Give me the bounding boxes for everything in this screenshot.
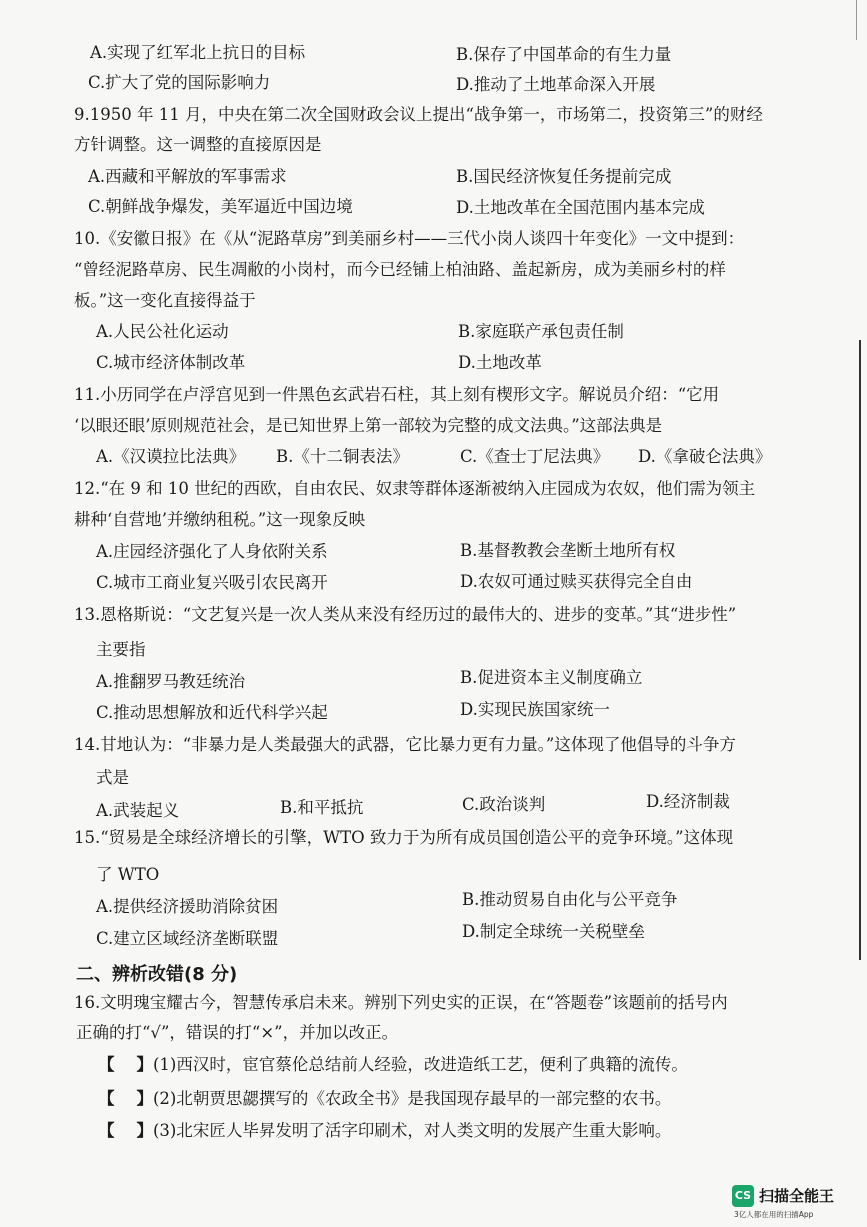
q12-stem-line2: 耕种‘自营地’并缴纳租税。”这一现象反映 [74, 510, 366, 529]
q13-option-b: B.促进资本主义制度确立 [460, 668, 643, 687]
q16-item-2 [98, 1088, 671, 1110]
q15-option-a: A.提供经济援助消除贫困 [96, 897, 279, 916]
q14-option-b: B.和平抵抗 [280, 798, 364, 817]
scanner-logo-icon: CS [732, 1185, 754, 1207]
q11-stem-line1: 11.小历同学在卢浮宫见到一件黑色玄武岩石柱，其上刻有楔形文字。解说员介绍：“它用 [74, 385, 720, 404]
scan-edge-line [859, 340, 861, 960]
answer-bracket-close: 】 [136, 1089, 153, 1108]
q14-stem-line1: 14.甘地认为：“非暴力是人类最强大的武器，它比暴力更有力量。”这体现了他倡导的斗争方 [74, 735, 736, 754]
q8-option-b: B.保存了中国革命的有生力量 [456, 45, 672, 64]
q13-stem-line1: 13.恩格斯说：“文艺复兴是一次人类从来没有经历过的最伟大的、进步的变革。”其“进步性” [74, 605, 737, 624]
q16-item-3-text: (3)北宋匠人毕昇发明了活字印刷术，对人类文明的发展产生重大影响。 [153, 1121, 672, 1140]
answer-bracket-close: 】 [136, 1055, 153, 1074]
q16-item-1 [98, 1054, 688, 1076]
q12-option-b: B.基督教教会垄断土地所有权 [460, 541, 676, 560]
q13-stem-line2: 主要指 [96, 640, 146, 659]
q13-option-d: D.实现民族国家统一 [460, 700, 610, 719]
q9-stem-line1: 9.1950 年 11 月，中央在第二次全国财政会议上提出“战争第一，市场第二，投资第三”的财经 [74, 105, 763, 124]
q10-stem-line2: “曾经泥路草房、民生凋敝的小岗村，而今已经铺上柏油路、盖起新房，成为美丽乡村的样 [74, 260, 726, 279]
q12-option-c: C.城市工商业复兴吸引农民离开 [96, 573, 328, 592]
q10-option-a: A.人民公社化运动 [96, 322, 229, 341]
q12-option-a: A.庄园经济强化了人身依附关系 [96, 542, 328, 561]
answer-bracket-open: 【 [98, 1089, 115, 1108]
scanner-tagline: 3亿人都在用的扫描App [734, 1210, 814, 1219]
q11-option-c: C.《查士丁尼法典》 [460, 447, 610, 466]
q16-stem-line1: 16.文明瑰宝耀古今，智慧传承启未来。辨别下列史实的正误，在“答题卷”该题前的括号内 [74, 993, 728, 1012]
q14-option-c: C.政治谈判 [462, 795, 546, 814]
section-heading: 二、辨析改错(8 分) [76, 964, 238, 985]
q8-option-d: D.推动了土地革命深入开展 [456, 75, 656, 94]
q12-option-d: D.农奴可通过赎买获得完全自由 [460, 572, 693, 591]
q8-option-c: C.扩大了党的国际影响力 [88, 73, 271, 92]
q16-item-2-text: (2)北朝贾思勰撰写的《农政全书》是我国现存最早的一部完整的农书。 [153, 1089, 672, 1108]
answer-bracket-open: 【 [98, 1121, 115, 1140]
q11-option-a: A.《汉谟拉比法典》 [96, 447, 246, 466]
scan-edge-line [856, 0, 857, 40]
q11-option-d: D.《拿破仑法典》 [638, 447, 772, 466]
q15-stem-line1: 15.“贸易是全球经济增长的引擎，WTO 致力于为所有成员国创造公平的竞争环境。”这体现 [74, 828, 734, 847]
q15-option-d: D.制定全球统一关税壁垒 [462, 922, 645, 941]
answer-bracket-open: 【 [98, 1055, 115, 1074]
q12-stem-line1: 12.“在 9 和 10 世纪的西欧，自由农民、奴隶等群体逐渐被纳入庄园成为农奴，他们需为领主 [74, 479, 756, 498]
answer-bracket-close: 】 [136, 1121, 153, 1140]
q14-option-a: A.武装起义 [96, 801, 180, 820]
q13-option-a: A.推翻罗马教廷统治 [96, 672, 246, 691]
scanner-app-name: 扫描全能王 [759, 1187, 835, 1205]
q16-stem-line2: 正确的打“√”，错误的打“×”，并加以改正。 [76, 1023, 399, 1042]
q16-item-3 [98, 1120, 671, 1142]
q11-option-b: B.《十二铜表法》 [276, 447, 409, 466]
q9-option-b: B.国民经济恢复任务提前完成 [456, 167, 672, 186]
q16-item-1-text: (1)西汉时，宦官蔡伦总结前人经验，改进造纸工艺，便利了典籍的流传。 [153, 1055, 688, 1074]
q9-option-c: C.朝鲜战争爆发，美军逼近中国边境 [88, 197, 353, 216]
q9-stem-line2: 方针调整。这一调整的直接原因是 [74, 135, 322, 154]
q15-option-c: C.建立区域经济垄断联盟 [96, 929, 279, 948]
scanner-watermark [732, 1183, 857, 1219]
q15-stem-line2: 了 WTO [96, 865, 160, 884]
q10-option-c: C.城市经济体制改革 [96, 353, 246, 372]
q15-option-b: B.推动贸易自由化与公平竞争 [462, 890, 678, 909]
q9-option-d: D.土地改革在全国范围内基本完成 [456, 198, 705, 217]
q10-stem-line1: 10.《安徽日报》在《从“泥路草房”到美丽乡村——三代小岗人谈四十年变化》一文中提到： [74, 229, 745, 248]
q10-option-b: B.家庭联产承包责任制 [458, 322, 624, 341]
q9-option-a: A.西藏和平解放的军事需求 [88, 167, 287, 186]
q10-option-d: D.土地改革 [458, 353, 542, 372]
q10-stem-line3: 板。”这一变化直接得益于 [74, 291, 256, 310]
q14-stem-line2: 式是 [96, 768, 129, 787]
q14-option-d: D.经济制裁 [646, 792, 730, 811]
q8-option-a: A.实现了红军北上抗日的目标 [90, 43, 306, 62]
q11-stem-line2: ‘以眼还眼’原则规范社会，是已知世界上第一部较为完整的成文法典。”这部法典是 [74, 416, 663, 435]
q13-option-c: C.推动思想解放和近代科学兴起 [96, 703, 328, 722]
